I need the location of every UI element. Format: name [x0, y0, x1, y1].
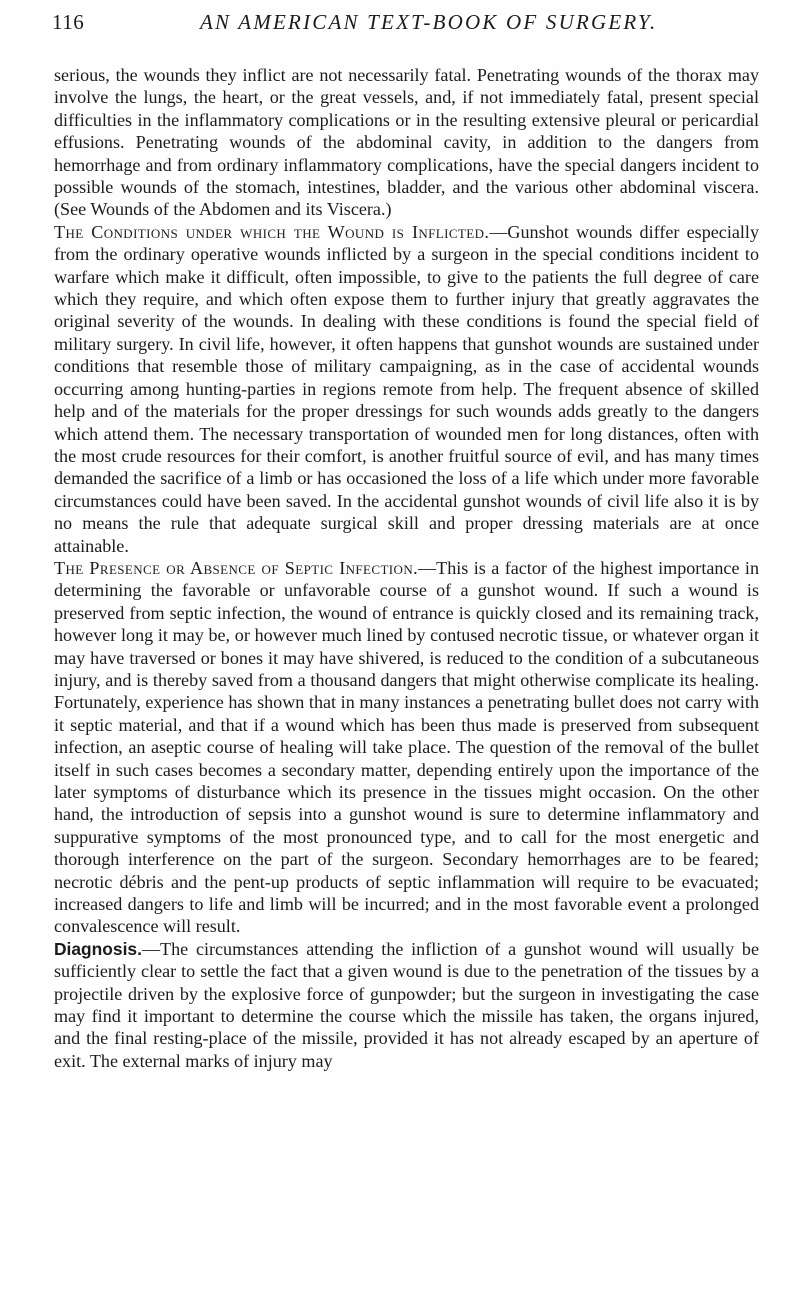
page-number: 116 — [52, 10, 85, 34]
paragraph-septic-infection — [54, 557, 759, 938]
paragraph-text: serious, the wounds they inflict are not necessarily fatal. Penetrating wounds of the thorax may involve the lungs, the heart, or the great vessels, and, if not immediately fatal, present special difficulties in the inflammatory complications or in the resulting extensive pleural or pericardial effusions. Penetrating wounds of the abdominal cavity, in addition to the dangers from hemorrhage and from ordinary inflammatory complications, have the special dangers incident to possible wounds of the stomach, intestines, bladder, and the various other abdominal viscera. (See Wounds of the Abdomen and its Viscera.) — [54, 65, 759, 220]
section-heading-septic-infection: The Presence or Absence of Septic Infection. — [54, 557, 419, 578]
running-title: AN AMERICAN TEXT-BOOK OF SURGERY. — [200, 10, 658, 34]
paragraph-intro — [54, 64, 759, 221]
section-heading-wound-conditions: The Conditions under which the Wound is Inflicted. — [54, 221, 490, 242]
paragraph-wound-conditions — [54, 221, 759, 557]
paragraph-diagnosis — [54, 938, 759, 1072]
paragraph-text: —The circumstances attending the infliction of a gunshot wound will usually be sufficiently clear to settle the fact that a given wound is due to the penetration of the tissues by a projectile driven by the explosive force of gunpowder; but the surgeon in investigating the case may find it important to determine the course which the missile has taken, the organs injured, and the final resting-place of the missile, provided it has not already escaped by an aperture of exit. The external marks of injury may — [54, 938, 759, 1071]
running-head — [52, 5, 758, 39]
paragraph-text: —Gunshot wounds differ especially from the ordinary operative wounds inflicted by a surgeon in the special conditions incident to warfare which make it difficult, often impossible, to give to the patients the full degree of care which they require, and which often expose them to further injury that greatly aggravates the original severity of the wounds. In dealing with these conditions is found the special field of military surgery. In civil life, however, it often happens that gunshot wounds are sustained under conditions that resemble those of military campaigning, as in the case of accidental wounds occurring among hunting-parties in regions remote from help. The frequent absence of skilled help and of the materials for the proper dressings for such wounds adds greatly to the dangers which attend them. The necessary transportation of wounded men for long distances, often with the most crude resources for their comfort, is another fruitful source of evil, and has many times demanded the sacrifice of a limb or has occasioned the loss of a life which under more favorable circumstances could have been saved. In the accidental gunshot wounds of civil life also it is by no means the rule that adequate surgical skill and proper dressing materials are at once attainable. — [54, 221, 759, 556]
paragraph-text: —This is a factor of the highest importance in determining the favorable or unfavorable course of a gunshot wound. If such a wound is preserved from septic infection, the wound of entrance is quickly closed and its remaining track, however long it may be, or however much lined by contused necrotic tissue, or whatever organ it may have traversed or bones it may have shivered, is reduced to the condition of a subcutaneous injury, and is thereby saved from a thousand dangers that might otherwise complicate its healing. Fortunately, experience has shown that in many instances a penetrating bullet does not carry with it septic material, and that if a wound which has been thus made is preserved from subsequent infection, an aseptic course of healing will take place. The question of the removal of the bullet itself in such cases becomes a secondary matter, depending entirely upon the importance of the later symptoms of disturbance which its presence in the tissues might occasion. On the other hand, the introduction of sepsis into a gunshot wound is sure to determine inflammatory and suppurative symptoms of the most pronounced type, and to call for the most energetic and thorough interference on the part of the surgeon. Secondary hemorrhages are to be feared; necrotic débris and the pent-up products of septic inflammation will require to be evacuated; increased dangers to life and limb will be incurred; and in the most favorable event a prolonged convalescence will result. — [54, 557, 759, 937]
section-heading-diagnosis: Diagnosis. — [54, 938, 142, 959]
body-text — [54, 64, 759, 1072]
